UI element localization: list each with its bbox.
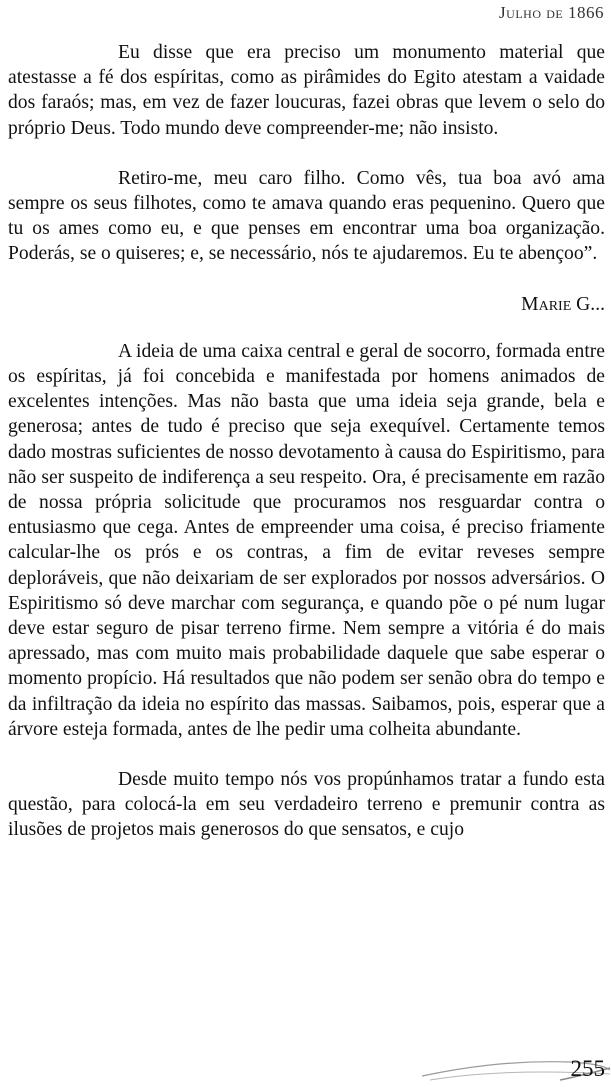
signature: Marie G... xyxy=(521,293,605,315)
paragraph-monument: Eu disse que era preciso um monumento material que atestasse a fé dos espíritas, como as pirâmides do Egito atestam a vaidade dos faraós; mas, em vez de fazer loucuras, fazei obras que levem o selo do próprio Deus. Todo mundo deve compreender-me; não insisto. xyxy=(8,42,605,139)
paragraph-central-fund: A ideia de uma caixa central e geral de socorro, formada entre os espíritas, já foi concebida e manifestada por homens animados de excelentes intenções. Mas não basta que uma ideia seja grande, bela e generosa; antes de tudo é preciso que seja exequível. Certamente temos dado mostras suficientes de nosso devotamento à causa do Espiritismo, para não ser suspeito de indiferença a seu respeito. Ora, é precisamente em razão de nossa própria solicitude que procuramos nos resguardar contra o entusiasmo que cega. Antes de empreender uma coisa, é preciso friamente calcular-lhe os prós e os contras, a fim de evitar reveses sempre deploráveis, que não deixariam de ser explorados por nossos adversários. O Espiritismo só deve marchar com segurança, e quando põe o pé num lugar deve estar seguro de pisar terreno firme. Nem sempre a vitória é do mais apressado, mas com muito mais probabilidade daquele que sabe esperar o momento propício. Há resultados que não podem ser senão obra do tempo e da infiltração da ideia no espírito das massas. Saibamos, pois, esperar que a árvore esteja formada, antes de lhe pedir uma colheita abundante. xyxy=(8,340,605,740)
page-body xyxy=(8,40,605,843)
page-footer xyxy=(420,1050,611,1087)
page-number: 255 xyxy=(570,1056,605,1081)
paragraph-farewell: Retiro-me, meu caro filho. Como vês, tua boa avó ama sempre os seus filhotes, como te amava quando eras pequenino. Quero que tu os ames como eu, e que penses em encontrar uma boa organização. Poderás, se o quiseres; e, se necessário, nós te ajudaremos. Eu te abençoo”. xyxy=(8,167,605,265)
paragraph-question: Desde muito tempo nós vos propúnhamos tratar a fundo esta questão, para colocá-la em seu verdadeiro terreno e premunir contra as ilusões de projetos mais generosos do que sensatos, e cujo xyxy=(8,769,605,841)
running-header: Julho de 1866 xyxy=(499,3,604,22)
